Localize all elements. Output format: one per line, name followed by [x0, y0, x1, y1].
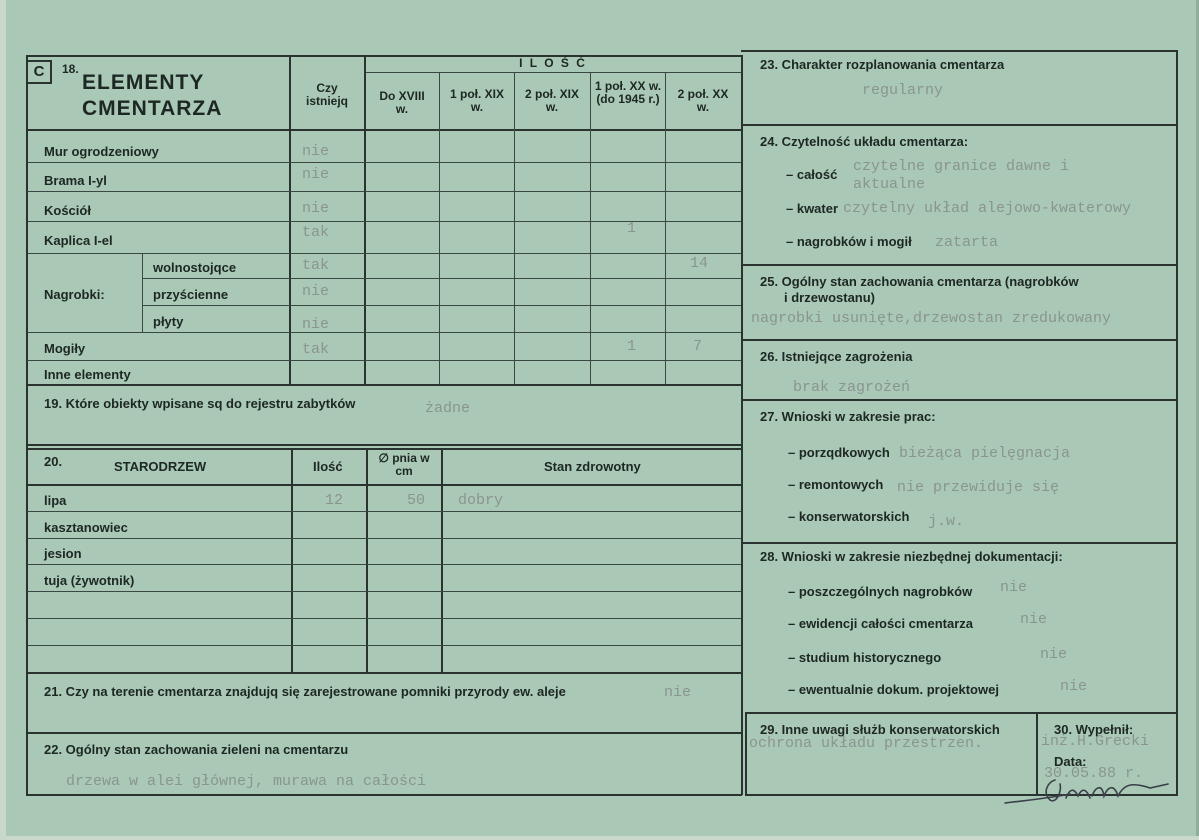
q25-label-line2: i drzewostanu) — [784, 290, 876, 305]
row-label-freestanding: wolnostojqce — [153, 260, 237, 275]
q26-label: 26. Istniejqce zagrożenia — [760, 349, 913, 364]
section-title-line1: ELEMENTY — [82, 71, 205, 94]
tree-name-thuja: tuja (żywotnik) — [44, 573, 135, 588]
col-header-quantity: I L O Ś Ć — [519, 56, 587, 70]
qty-graves-20c-first: 1 — [627, 338, 637, 355]
q29-label: 29. Inne uwagi służb konserwatorskich — [760, 722, 1000, 737]
row-label-slabs: płyty — [153, 314, 184, 329]
q27-conservation: j.w. — [928, 513, 965, 530]
q20-col-diam: ∅ pnia w cm — [378, 451, 430, 478]
q20-col-health: Stan zdrowotny — [544, 459, 641, 474]
q24-quarters-label: – kwater — [786, 201, 839, 216]
q27-repair-label: – remontowych — [788, 477, 884, 492]
exists-freestanding: tak — [302, 257, 330, 274]
tree-qty-linden: 12 — [325, 492, 344, 509]
col-header-exists: Czy istniejq — [305, 81, 348, 108]
q28-project: nie — [1060, 678, 1088, 695]
q23-answer: regularny — [862, 82, 944, 99]
q24-graves: zatarta — [935, 234, 999, 251]
col-header-20c-second: 2 poł. XX w. — [677, 87, 729, 114]
q30-date-label: Data: — [1054, 754, 1087, 769]
exists-graves: tak — [302, 341, 330, 358]
q30-name: inż.H.Grecki — [1041, 733, 1150, 750]
q30-label: 30. Wypełnił: — [1054, 722, 1134, 737]
q28-project-label: – ewentualnie dokum. projektowej — [788, 682, 999, 697]
col-header-18c: Do XVIII w. — [379, 89, 425, 116]
q22-label: 22. Ogólny stan zachowania zieleni na cmentarzu — [44, 742, 349, 757]
q25-answer: nagrobki usunięte,drzewostan zredukowany — [751, 310, 1112, 327]
qty-graves-20c-second: 7 — [693, 338, 703, 355]
q20-title: STARODRZEW — [114, 459, 207, 474]
q28-records: nie — [1020, 611, 1048, 628]
q24-whole-line1: czytelne granice dawne i — [853, 158, 1070, 175]
tree-name-chestnut: kasztanowiec — [44, 520, 128, 535]
q27-cleanup-label: – porzqdkowych — [788, 445, 890, 460]
section-letter: C — [33, 63, 45, 80]
q21-answer: nie — [664, 684, 692, 701]
row-label-chapel: Kaplica I-el — [44, 233, 113, 248]
q24-label: 24. Czytelność układu cmentarza: — [760, 134, 969, 149]
q28-history-label: – studium historycznego — [788, 650, 942, 665]
exists-wall: nie — [302, 143, 330, 160]
exists-chapel: tak — [302, 224, 330, 241]
row-label-graves: Mogiły — [44, 341, 86, 356]
q28-graves-label: – poszczególnych nagrobków — [788, 584, 973, 599]
q25-label-line1: 25. Ogólny stan zachowania cmentarza (nagrobków — [760, 274, 1079, 289]
section-title-line2: CMENTARZA — [82, 97, 223, 120]
q30-date: 30.05.88 r. — [1044, 765, 1144, 782]
q26-answer: brak zagrożeń — [793, 379, 911, 396]
row-label-church: Kościół — [44, 203, 91, 218]
q24-graves-label: – nagrobków i mogił — [786, 234, 912, 249]
exists-wall-mounted: nie — [302, 283, 330, 300]
q28-history: nie — [1040, 646, 1068, 663]
q28-label: 28. Wnioski w zakresie niezbędnej dokumentacji: — [760, 549, 1063, 564]
row-label-wall: Mur ogrodzeniowy — [44, 144, 159, 159]
row-label-wall-mounted: przyścienne — [153, 287, 229, 302]
q28-records-label: – ewidencji całości cmentarza — [788, 616, 973, 631]
section-letter-box — [26, 60, 52, 84]
exists-slabs: nie — [302, 316, 330, 333]
qty-freestanding-20c-second: 14 — [690, 255, 709, 272]
q28-graves: nie — [1000, 579, 1028, 596]
tree-name-ash: jesion — [44, 546, 82, 561]
row-label-other: Inne elementy — [44, 367, 131, 382]
signature — [1000, 770, 1176, 810]
q20-col-qty: Ilość — [313, 459, 343, 474]
q20-number: 20. — [44, 454, 63, 469]
q27-conservation-label: – konserwatorskich — [788, 509, 910, 524]
q27-repair: nie przewiduje się — [897, 479, 1060, 496]
q24-quarters: czytelny układ alejowo-kwaterowy — [843, 200, 1132, 217]
qty-chapel-20c-first: 1 — [627, 220, 637, 237]
col-header-19c-first: 1 poł. XIX w. — [449, 87, 504, 114]
tree-name-linden: lipa — [44, 493, 67, 508]
row-label-gate: Brama I-yl — [44, 173, 107, 188]
q24-whole-label: – całość — [786, 167, 838, 182]
q24-whole-line2: aktualne — [853, 176, 926, 193]
q21-label: 21. Czy na terenie cmentarza znajdujq się zarejestrowane pomniki przyrody ew. aleje — [44, 684, 566, 699]
row-label-gravestones: Nagrobki: — [44, 287, 105, 302]
q22-answer: drzewa w alei głównej, murawa na całości — [66, 773, 427, 790]
q27-label: 27. Wnioski w zakresie prac: — [760, 409, 936, 424]
col-header-20c-first: 1 poł. XX w. (do 1945 r.) — [594, 79, 662, 106]
q19-label: 19. Które obiekty wpisane sq do rejestru zabytków — [44, 396, 356, 411]
tree-diam-linden: 50 — [407, 492, 426, 509]
exists-church: nie — [302, 200, 330, 217]
exists-gate: nie — [302, 166, 330, 183]
q23-label: 23. Charakter rozplanowania cmentarza — [760, 57, 1005, 72]
q29-answer: ochrona układu przestrzen. — [749, 735, 984, 752]
col-header-19c-second: 2 poł. XIX w. — [524, 87, 579, 114]
tree-health-linden: dobry — [458, 492, 504, 509]
q19-answer: żadne — [425, 400, 471, 417]
section-number: 18. — [62, 62, 79, 76]
q27-cleanup: bieżąca pielęgnacja — [899, 445, 1071, 462]
